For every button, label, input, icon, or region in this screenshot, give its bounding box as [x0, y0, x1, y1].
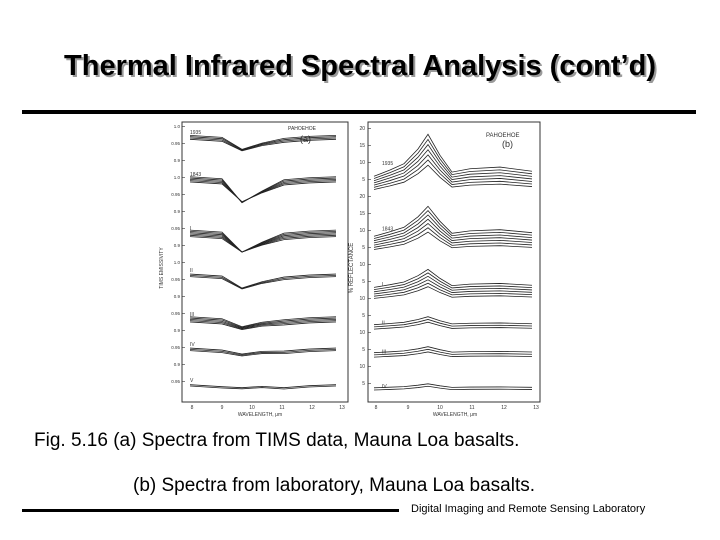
- panel-a-group-label: I: [190, 226, 192, 232]
- panel-a-ytick-label: 0.9: [173, 362, 180, 367]
- figure-caption-line-2: (b) Spectra from laboratory, Mauna Loa basalts.: [133, 475, 536, 496]
- panel-a-ytick-label: 0.95: [171, 192, 180, 197]
- panel-a-xtick-label: 8: [190, 405, 194, 411]
- panel-b-ytick-label: 10: [359, 296, 365, 302]
- panel-b-group-label: II: [382, 320, 385, 327]
- panel-a-label: (a): [300, 134, 311, 144]
- panel-b-group-label: IV: [382, 384, 387, 391]
- panel-b-ytick-label: 15: [359, 143, 365, 149]
- panel-a-group-label: II: [190, 268, 193, 274]
- panel-b-xtick-label: 10: [437, 405, 443, 411]
- panel-a-ytick-label: 0.9: [173, 209, 180, 214]
- panel-b-label: (b): [502, 139, 513, 149]
- panel-a-ytick-label: 1.0: [173, 260, 180, 265]
- panel-b-ytick-label: 15: [359, 211, 365, 217]
- panel-b-group-label: III: [382, 349, 387, 356]
- panel-a-ytick-label: 1.0: [173, 124, 180, 129]
- panel-b-xtick-label: 8: [374, 405, 378, 411]
- panel-b-ytick-label: 10: [359, 330, 365, 336]
- panel-b-group-label: 1843: [382, 226, 394, 233]
- panel-a-xtick-label: 9: [220, 405, 224, 411]
- panel-a-ytick-label: 0.95: [171, 311, 180, 316]
- panel-b-ytick-label: 10: [359, 262, 365, 268]
- panel-a-ytick-label: 0.9: [173, 294, 180, 299]
- panel-b-ytick-label: 5: [362, 279, 365, 285]
- panel-a-group-label: V: [190, 378, 194, 384]
- panel-a-ytick-label: 0.95: [171, 379, 180, 384]
- panel-a-ytick-label: 0.95: [171, 277, 180, 282]
- panel-a-group-label: 1935: [190, 130, 202, 136]
- panel-a-xlabel: WAVELENGTH, μm: [237, 412, 283, 418]
- panel-a-ytick-label: 0.9: [173, 243, 180, 248]
- panel-a-ytick-label: 0.95: [171, 141, 180, 146]
- panel-b-xtick-label: 11: [469, 405, 475, 411]
- panel-a-legend: PAHOEHOE: [288, 126, 316, 132]
- panel-a-xtick-label: 11: [279, 405, 285, 411]
- panel-a-xtick-label: 13: [339, 405, 345, 411]
- spectra-figure: [150, 118, 560, 420]
- panel-b-xtick-label: 12: [501, 405, 507, 411]
- panel-b-group-label: I: [382, 281, 384, 288]
- panel-a-xtick-label: 12: [309, 405, 315, 411]
- panel-b-ytick-label: 5: [362, 177, 365, 183]
- panel-b-ytick-label: 10: [359, 228, 365, 234]
- panel-b-ytick-label: 10: [359, 160, 365, 166]
- figure-caption-line-1: Fig. 5.16 (a) Spectra from TIMS data, Mauna Loa basalts.: [34, 430, 520, 451]
- panel-b-legend: PAHOEHOE: [486, 133, 520, 139]
- panel-b-ytick-label: 5: [362, 347, 365, 353]
- title-divider: [22, 110, 696, 114]
- panel-a-group-label: 1843: [190, 172, 202, 178]
- panel-a-group-label: III: [190, 312, 195, 318]
- panel-b-ytick-label: 10: [359, 364, 365, 370]
- panel-b-xtick-label: 9: [406, 405, 410, 411]
- panel-a-ytick-label: 0.9: [173, 158, 180, 163]
- panel-a-xtick-label: 10: [249, 405, 255, 411]
- panel-a-group-label: IV: [190, 342, 195, 348]
- panel-b-ytick-label: 5: [362, 245, 365, 251]
- panel-a-ytick-label: 0.95: [171, 226, 180, 231]
- panel-b-ytick-label: 5: [362, 313, 365, 319]
- panel-b-ytick-label: 20: [359, 126, 365, 132]
- footer-divider: [22, 509, 399, 512]
- panel-a-ytick-label: 0.9: [173, 328, 180, 333]
- panel-b-xlabel: WAVELENGTH, μm: [432, 412, 478, 418]
- panel-b-ytick-label: 5: [362, 381, 365, 387]
- panel-b-xtick-label: 13: [533, 405, 539, 411]
- slide-title: Thermal Infrared Spectral Analysis (cont’d): [64, 50, 656, 82]
- panel-b-group-label: 1935: [382, 161, 394, 168]
- panel-b-ytick-label: 20: [359, 194, 365, 200]
- panel-b-ylabel: % REFLECTANCE: [349, 242, 355, 294]
- panel-a-ytick-label: 0.95: [171, 345, 180, 350]
- panel-a-ylabel: TIMS EMISSIVITY: [159, 247, 165, 289]
- spectra-figure-svg: [150, 118, 560, 420]
- lab-footer: Digital Imaging and Remote Sensing Laboratory: [411, 503, 646, 515]
- panel-a-ytick-label: 1.0: [173, 175, 180, 180]
